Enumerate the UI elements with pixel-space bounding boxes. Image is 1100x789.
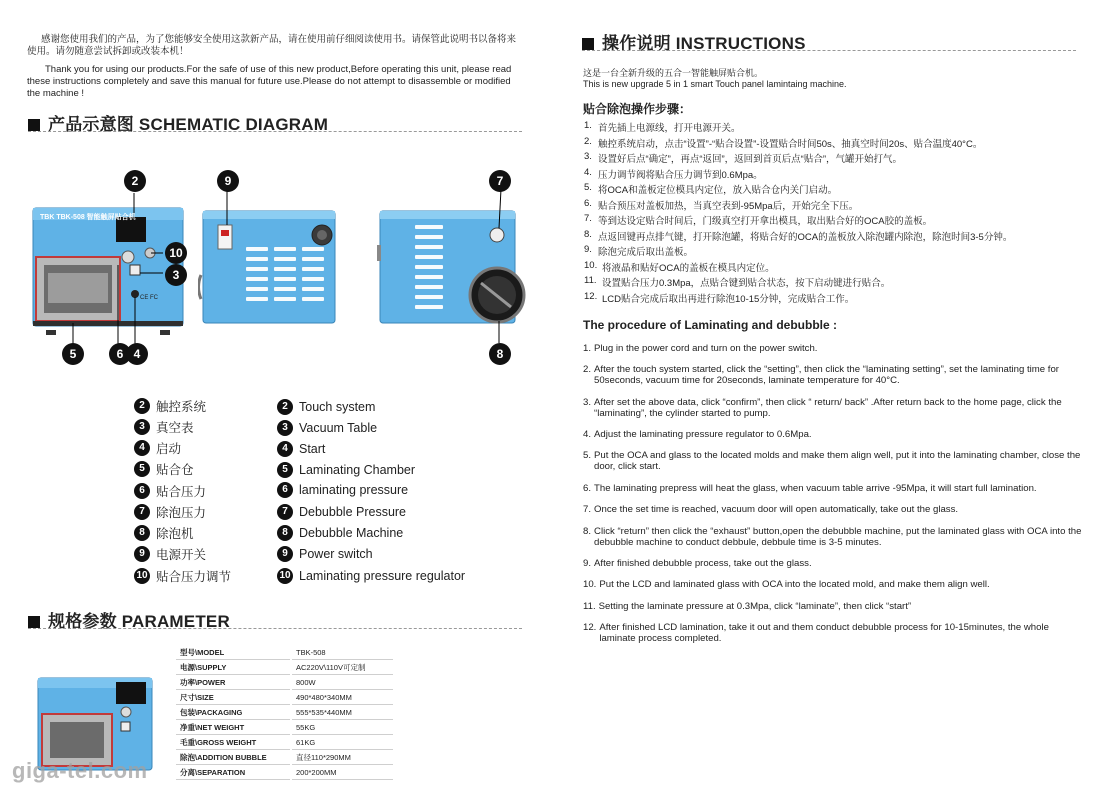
- param-value: 直径110*290MM: [291, 750, 393, 765]
- legend-item: 5 贴合仓: [134, 459, 194, 479]
- legend-item: 3 Vacuum Table: [277, 418, 377, 438]
- schematic-heading: 产品示意图 SCHEMATIC DIAGRAM: [28, 110, 328, 135]
- list-item: 12. LCD贴合完成后取出再进行除泡10-15分钟，完成贴合工作。: [584, 290, 855, 305]
- list-item: 6. The laminating prepress will heat the glass, when vacuum table arrive -95Mpa, it will start full lamination.: [583, 483, 1037, 494]
- legend-item: 9 Power switch: [277, 544, 373, 564]
- param-value: TBK-508: [291, 645, 393, 660]
- legend-item: 8 Debubble Machine: [277, 523, 403, 543]
- list-item: 6. 贴合预压对盖板加热，当真空表到-95Mpa后，开始完全下压。: [584, 197, 859, 212]
- callout-5: 5: [62, 343, 84, 365]
- steps-cn-title: 贴合除泡操作步骤：: [583, 102, 692, 116]
- watermark: giga-tel.com: [12, 758, 148, 783]
- legend-item: 5 Laminating Chamber: [277, 460, 415, 480]
- param-key: 尺寸\SIZE: [176, 690, 291, 705]
- table-row: [176, 705, 393, 720]
- list-item: 8. Click “return” then click the “exhaust” button,open the debubble machine, put the laminated glass with OCA into the debubble machine to conduct debbule, debbule time is 3-5 minutes.: [583, 526, 1082, 548]
- param-key: 功率\POWER: [176, 675, 291, 690]
- square-bullet-icon: [582, 38, 594, 50]
- legend-item: 7 除泡压力: [134, 502, 206, 522]
- divider: [28, 628, 522, 629]
- param-key: 电源\SUPPLY: [176, 660, 291, 675]
- list-item: 4. Adjust the laminating pressure regulator to 0.6Mpa.: [583, 429, 812, 440]
- divider: [582, 50, 1076, 51]
- machine-side-view: [375, 175, 535, 355]
- table-row: [176, 720, 393, 735]
- list-item: 5. 将OCA和盖板定位模具内定位，放入贴合仓内关门启动。: [584, 182, 838, 196]
- callout-3: 3: [165, 264, 187, 286]
- square-bullet-icon: [28, 616, 40, 628]
- list-item: 3. After set the above data, click “confirm”, then click “ return/ back” .After return back to the home page, click the “laminating”, the cylinder started to pump.: [583, 397, 1062, 419]
- callout-6: 6: [109, 343, 131, 365]
- callout-4: 4: [126, 343, 148, 365]
- divider: [28, 131, 522, 132]
- machine-back-view: [198, 175, 358, 335]
- list-item: 3. 设置好后点“确定”，再点“返回”，返回到首页后点“贴合”，气罐开始打气。: [584, 151, 902, 165]
- list-item: 1. 首先插上电源线，打开电源开关。: [584, 120, 741, 134]
- param-value: 800W: [291, 675, 393, 690]
- list-item: 11. 设置贴合压力0.3Mpa，点贴合键到贴合状态，按下启动键进行贴合。: [584, 275, 891, 289]
- param-value: 55KG: [291, 720, 393, 735]
- legend-item: 8 除泡机: [134, 523, 194, 543]
- callout-8: 8: [489, 343, 511, 365]
- procedure-title: The procedure of Laminating and debubble :: [583, 318, 838, 332]
- list-item: 12. After finished LCD lamination, take it out and them conduct debubble process for 10-15minutes, the whole laminate process completed.: [583, 622, 1049, 644]
- table-row: [176, 690, 393, 705]
- list-item: 2. 触控系统启动，点击“设置”-“贴合设置”-设置贴合时间50s、抽真空时间20s、贴合温度40°C。: [584, 135, 983, 150]
- machine-thumbnail: [36, 672, 156, 772]
- legend-item: 6 贴合压力: [134, 481, 206, 501]
- param-value: 490*480*340MM: [291, 690, 393, 705]
- legend-item: 10 贴合压力调节: [134, 566, 231, 586]
- machine-brand-label: TBK TBK-508 智能触屏贴合机: [40, 214, 136, 221]
- list-item: 7. Once the set time is reached, vacuum door will open automatically, take out the glass.: [583, 504, 959, 515]
- legend-item: 2 Touch system: [277, 397, 375, 417]
- param-key: 除泡\ADDITION BUBBLE: [176, 750, 291, 765]
- param-value: 555*535*440MM: [291, 705, 393, 720]
- legend-item: 3 真空表: [134, 417, 194, 437]
- parameter-table: [176, 645, 393, 780]
- table-row: [176, 645, 393, 660]
- callout-2: 2: [124, 170, 146, 192]
- list-item: 5. Put the OCA and glass to the located molds and make them align well, put it into the laminating chamber, close the door, click start.: [583, 450, 1081, 472]
- list-item: 4. 压力调节阀将贴合压力调节到0.6Mpa。: [584, 166, 763, 181]
- callout-9: 9: [217, 170, 239, 192]
- param-value: AC220V\110V可定制: [291, 660, 393, 675]
- table-row: [176, 765, 393, 780]
- instructions-heading: 操作说明 INSTRUCTIONS: [582, 29, 806, 54]
- param-value: 61KG: [291, 735, 393, 750]
- legend-item: 9 电源开关: [134, 544, 206, 564]
- param-value: 200*200MM: [291, 765, 393, 780]
- table-row: [176, 750, 393, 765]
- list-item: 7. 等到达设定贴合时间后，门级真空打开拿出模具，取出贴合好的OCA胶的盖板。: [584, 213, 933, 227]
- legend-item: 6 laminating pressure: [277, 480, 408, 500]
- param-key: 分离\SEPARATION: [176, 765, 291, 780]
- callout-7: 7: [489, 170, 511, 192]
- table-row: [176, 675, 393, 690]
- param-key: 毛重\GROSS WEIGHT: [176, 735, 291, 750]
- intro-cn-right: 这是一台全新升级的五合一智能触屏贴合机。: [583, 68, 764, 78]
- intro-en: Thank you for using our products.For the safe of use of this new product,Before operating this unit, please read these instructions completely and save this manual for future use.Please do not attempt to disassemble or modified the machine !: [27, 64, 512, 99]
- param-key: 型号\MODEL: [176, 645, 291, 660]
- table-row: [176, 660, 393, 675]
- steps-cn-list: [584, 120, 1012, 306]
- list-item: 10. 将液晶和贴好OCA的盖板在模具内定位。: [584, 259, 775, 274]
- intro-en-right: This is new upgrade 5 in 1 smart Touch panel lamintaing machine.: [583, 79, 847, 89]
- callout-10: 10: [165, 242, 187, 264]
- legend-item: 4 启动: [134, 438, 181, 458]
- list-item: 9. After finished debubble process, take out the glass.: [583, 558, 812, 569]
- param-key: 包装\PACKAGING: [176, 705, 291, 720]
- intro-cn: 感谢您使用我们的产品，为了您能够安全使用这款新产品，请在使用前仔细阅读使用书。请保管此说明书以备将来使用。请勿随意尝试拆卸或改装本机！: [27, 34, 517, 57]
- list-item: 10. Put the LCD and laminated glass with OCA into the located mold, and make them align well.: [583, 579, 990, 590]
- parameter-heading: 规格参数 PARAMETER: [28, 607, 230, 632]
- list-item: 2. After the touch system started, click the “setting”, then click the “laminating setting”, set the laminating time for 50seconds, vacuum time for 20seconds, laminate temperature for 40°C.: [583, 364, 1059, 386]
- legend-item: 2 触控系统: [134, 396, 206, 416]
- square-bullet-icon: [28, 119, 40, 131]
- machine-ce-label: CE FC: [140, 295, 158, 301]
- table-row: [176, 735, 393, 750]
- param-key: 净重\NET WEIGHT: [176, 720, 291, 735]
- list-item: 9. 除泡完成后取出盖板。: [584, 244, 694, 258]
- list-item: 11. Setting the laminate pressure at 0.3Mpa, click “laminate”, then click “start”: [583, 601, 912, 612]
- legend-item: 10 Laminating pressure regulator: [277, 566, 465, 586]
- legend-item: 4 Start: [277, 439, 325, 459]
- list-item: 8. 点返回键再点排气键，打开除泡罐，将贴合好的OCA的盖板放入除泡罐内除泡，除泡时间3-5分钟。: [584, 228, 1013, 243]
- legend-item: 7 Debubble Pressure: [277, 502, 406, 522]
- list-item: 1. Plug in the power cord and turn on the power switch.: [583, 343, 818, 354]
